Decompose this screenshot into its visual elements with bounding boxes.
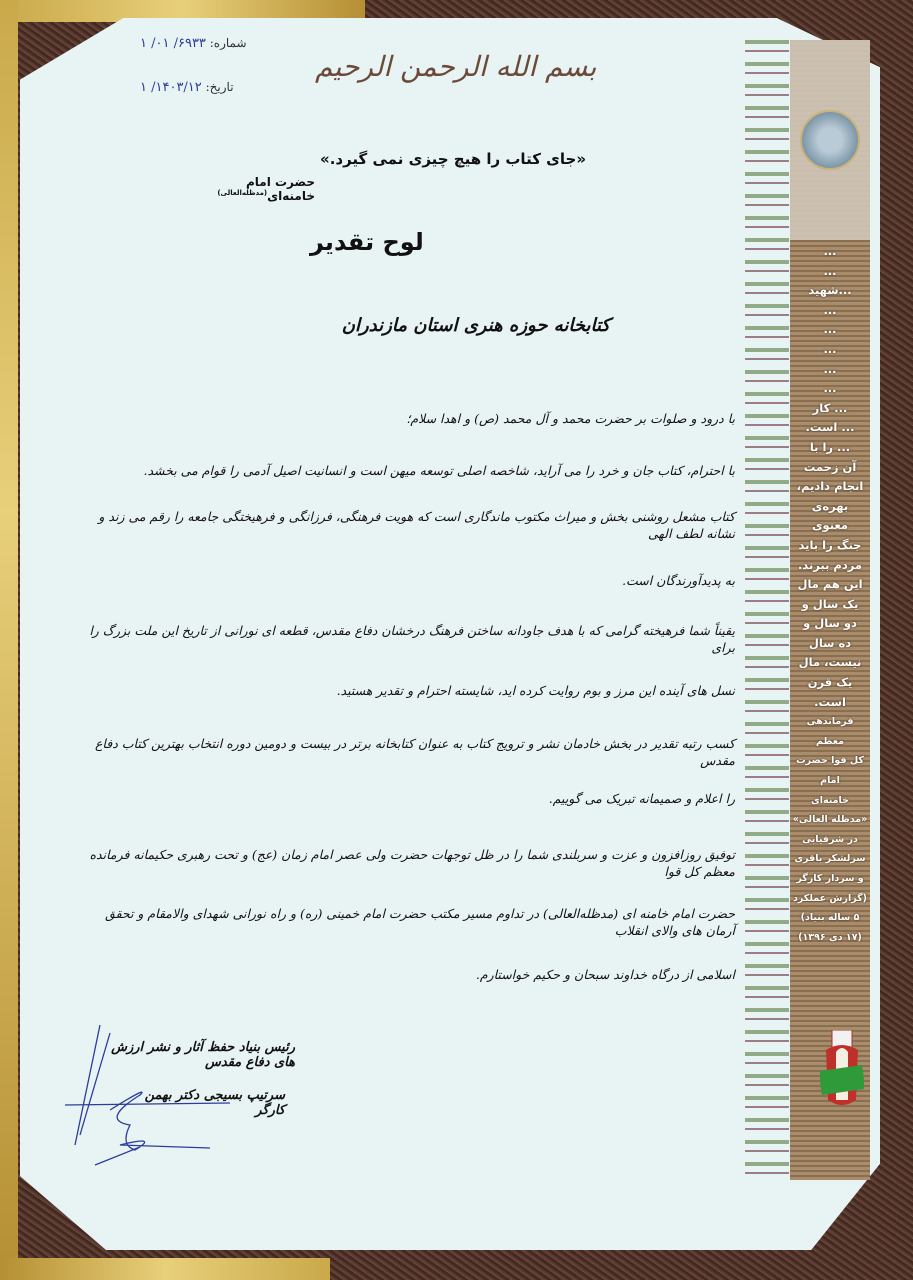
body-line: نسل های آینده این مرز و بوم روایت کرده اید، شایسته احترام و تقدیر هستید.	[336, 683, 735, 698]
body-line: یقیناً شما فرهیخته گرامی که با هدف جاودانه ساختن فرهنگ درخشان دفاع مقدس، قطعه ای نورانی از تاریخ این ملت بزرگ را برای	[89, 623, 735, 655]
side-panel-line: ...	[823, 381, 837, 396]
gold-frame-bottom	[0, 1258, 330, 1280]
side-panel-line: ... است.	[805, 420, 855, 435]
quote-attribution	[150, 175, 315, 203]
side-panel-line: ...	[823, 263, 837, 278]
letter-number	[140, 36, 247, 51]
gold-frame-left	[0, 0, 18, 1280]
body-line: با درود و صلوات بر حضرت محمد و آل محمد (ص) و اهدا سلام؛	[406, 411, 735, 426]
body-line: کسب رتبه تقدیر در بخش خادمان نشر و ترویج کتاب به عنوان کتابخانه برتر در بیست و دومین دوره انتخاب بهترین کتاب دفاع مقدس	[94, 736, 735, 768]
body-line: حضرت امام خامنه ای (مدظله‌العالی) در تداوم مسیر مکتب حضرت امام خمینی (ره) و راه نورانی شهدای والامقام و تحقق آرمان های والای انقلاب	[105, 906, 735, 938]
number-label: شماره:	[209, 36, 247, 50]
side-panel-line: کل قوا حضرت امام	[796, 755, 864, 787]
side-panel-line: مردم ببرند.	[797, 557, 863, 572]
side-panel-line: یک قرن است.	[807, 675, 853, 709]
side-panel-line: (۱۷ دی ۱۳۹۶)	[798, 931, 862, 943]
side-panel-line: ...	[823, 322, 837, 337]
attribution-name: حضرت امام خامنه‌ای	[245, 175, 315, 203]
body-line: به پدیدآورندگان است.	[622, 573, 735, 588]
side-panel-line: در شرفیابی	[802, 833, 858, 845]
bismillah-calligraphy: بسم الله الرحمن الرحیم	[315, 50, 597, 83]
side-panel-line: آن زحمت	[803, 459, 857, 474]
side-panel-line: ...	[823, 302, 837, 317]
date-value: ۱۴۰۳/۱۲/ ۱	[140, 80, 202, 95]
side-panel-line: ۵ ساله بنیاد)	[800, 912, 860, 924]
side-panel-line: انجام دادیم،	[796, 479, 864, 494]
side-panel-line: فرماندهی معظم	[806, 716, 854, 747]
body-line: کتاب مشعل روشنی بخش و میراث مکتوب ماندگاری است که هویت فرهنگی، فرزانگی و فرهیختگی جامعه را رقم می زند و نشانه لطف الهی	[98, 509, 735, 541]
signatory-position: رئیس بنیاد حفظ آثار و نشر ارزش های دفاع مقدس	[111, 1040, 295, 1070]
body-line: توفیق روزافزون و عزت و سربلندی شما را در ظل توجهات حضرت ولی عصر امام زمان (عج) و تحت رهبری حکیمانه فرمانده معظم کل قوا	[89, 847, 735, 879]
side-panel-line: ... کار	[812, 400, 848, 415]
side-panel-line: خامنه‌ای «مدظله العالی»	[792, 794, 868, 826]
emblem-icon	[800, 110, 860, 170]
side-panel-line: دو سال و	[803, 616, 857, 631]
body-line: اسلامی از درگاه خداوند سبحان و حکیم خواستارم.	[475, 967, 735, 982]
attribution-honorific: (مدظله‌العالی)	[217, 189, 268, 197]
ornamental-border	[745, 40, 789, 1180]
organization-logo-icon	[820, 1030, 864, 1140]
side-panel-line: یک سال و	[801, 596, 859, 611]
signatory-name: سرتیپ بسیجی دکتر بهمن کارگر	[144, 1088, 285, 1118]
side-panel-line: (گزارش عملکرد	[793, 892, 867, 904]
letter-date	[140, 80, 234, 95]
side-panel-line: نیست، مال	[798, 655, 862, 670]
body-line: با احترام، کتاب جان و خرد را می آراید، شاخصه اصلی توسعه میهن است و انسانیت اصیل آدمی را قوام می بخشد.	[143, 463, 735, 478]
side-panel-line: ... را با	[809, 439, 851, 454]
number-value: ۶۹۳۳/ ۰۱/ ۱	[140, 36, 206, 51]
side-panel-line: این هم مال	[797, 577, 863, 592]
body-line: را اعلام و صمیمانه تبریک می گوییم.	[548, 791, 735, 806]
side-panel-line: ...	[823, 361, 837, 376]
side-panel-line: سرلشکر باقری	[794, 853, 866, 865]
date-label: تاریخ:	[205, 80, 234, 94]
side-panel-line: جنگ را باید	[798, 537, 862, 552]
side-panel-line: ...	[823, 244, 837, 258]
recipient: کتابخانه حوزه هنری استان مازندران	[341, 315, 610, 336]
quote-text: «جای کتاب را هیچ چیزی نمی گیرد.»	[320, 150, 587, 168]
side-panel-line: ...شهید	[808, 283, 852, 298]
page-title: لوح تقدیر	[310, 228, 424, 256]
side-panel-quote	[792, 242, 868, 947]
side-panel-line: و سردار کارگر	[796, 873, 864, 884]
side-panel-line: ده سال	[808, 635, 852, 650]
side-panel-line: ...	[823, 341, 837, 356]
handwritten-signature	[60, 1025, 280, 1175]
side-panel-line: بهره‌ی معنوی	[811, 498, 849, 533]
